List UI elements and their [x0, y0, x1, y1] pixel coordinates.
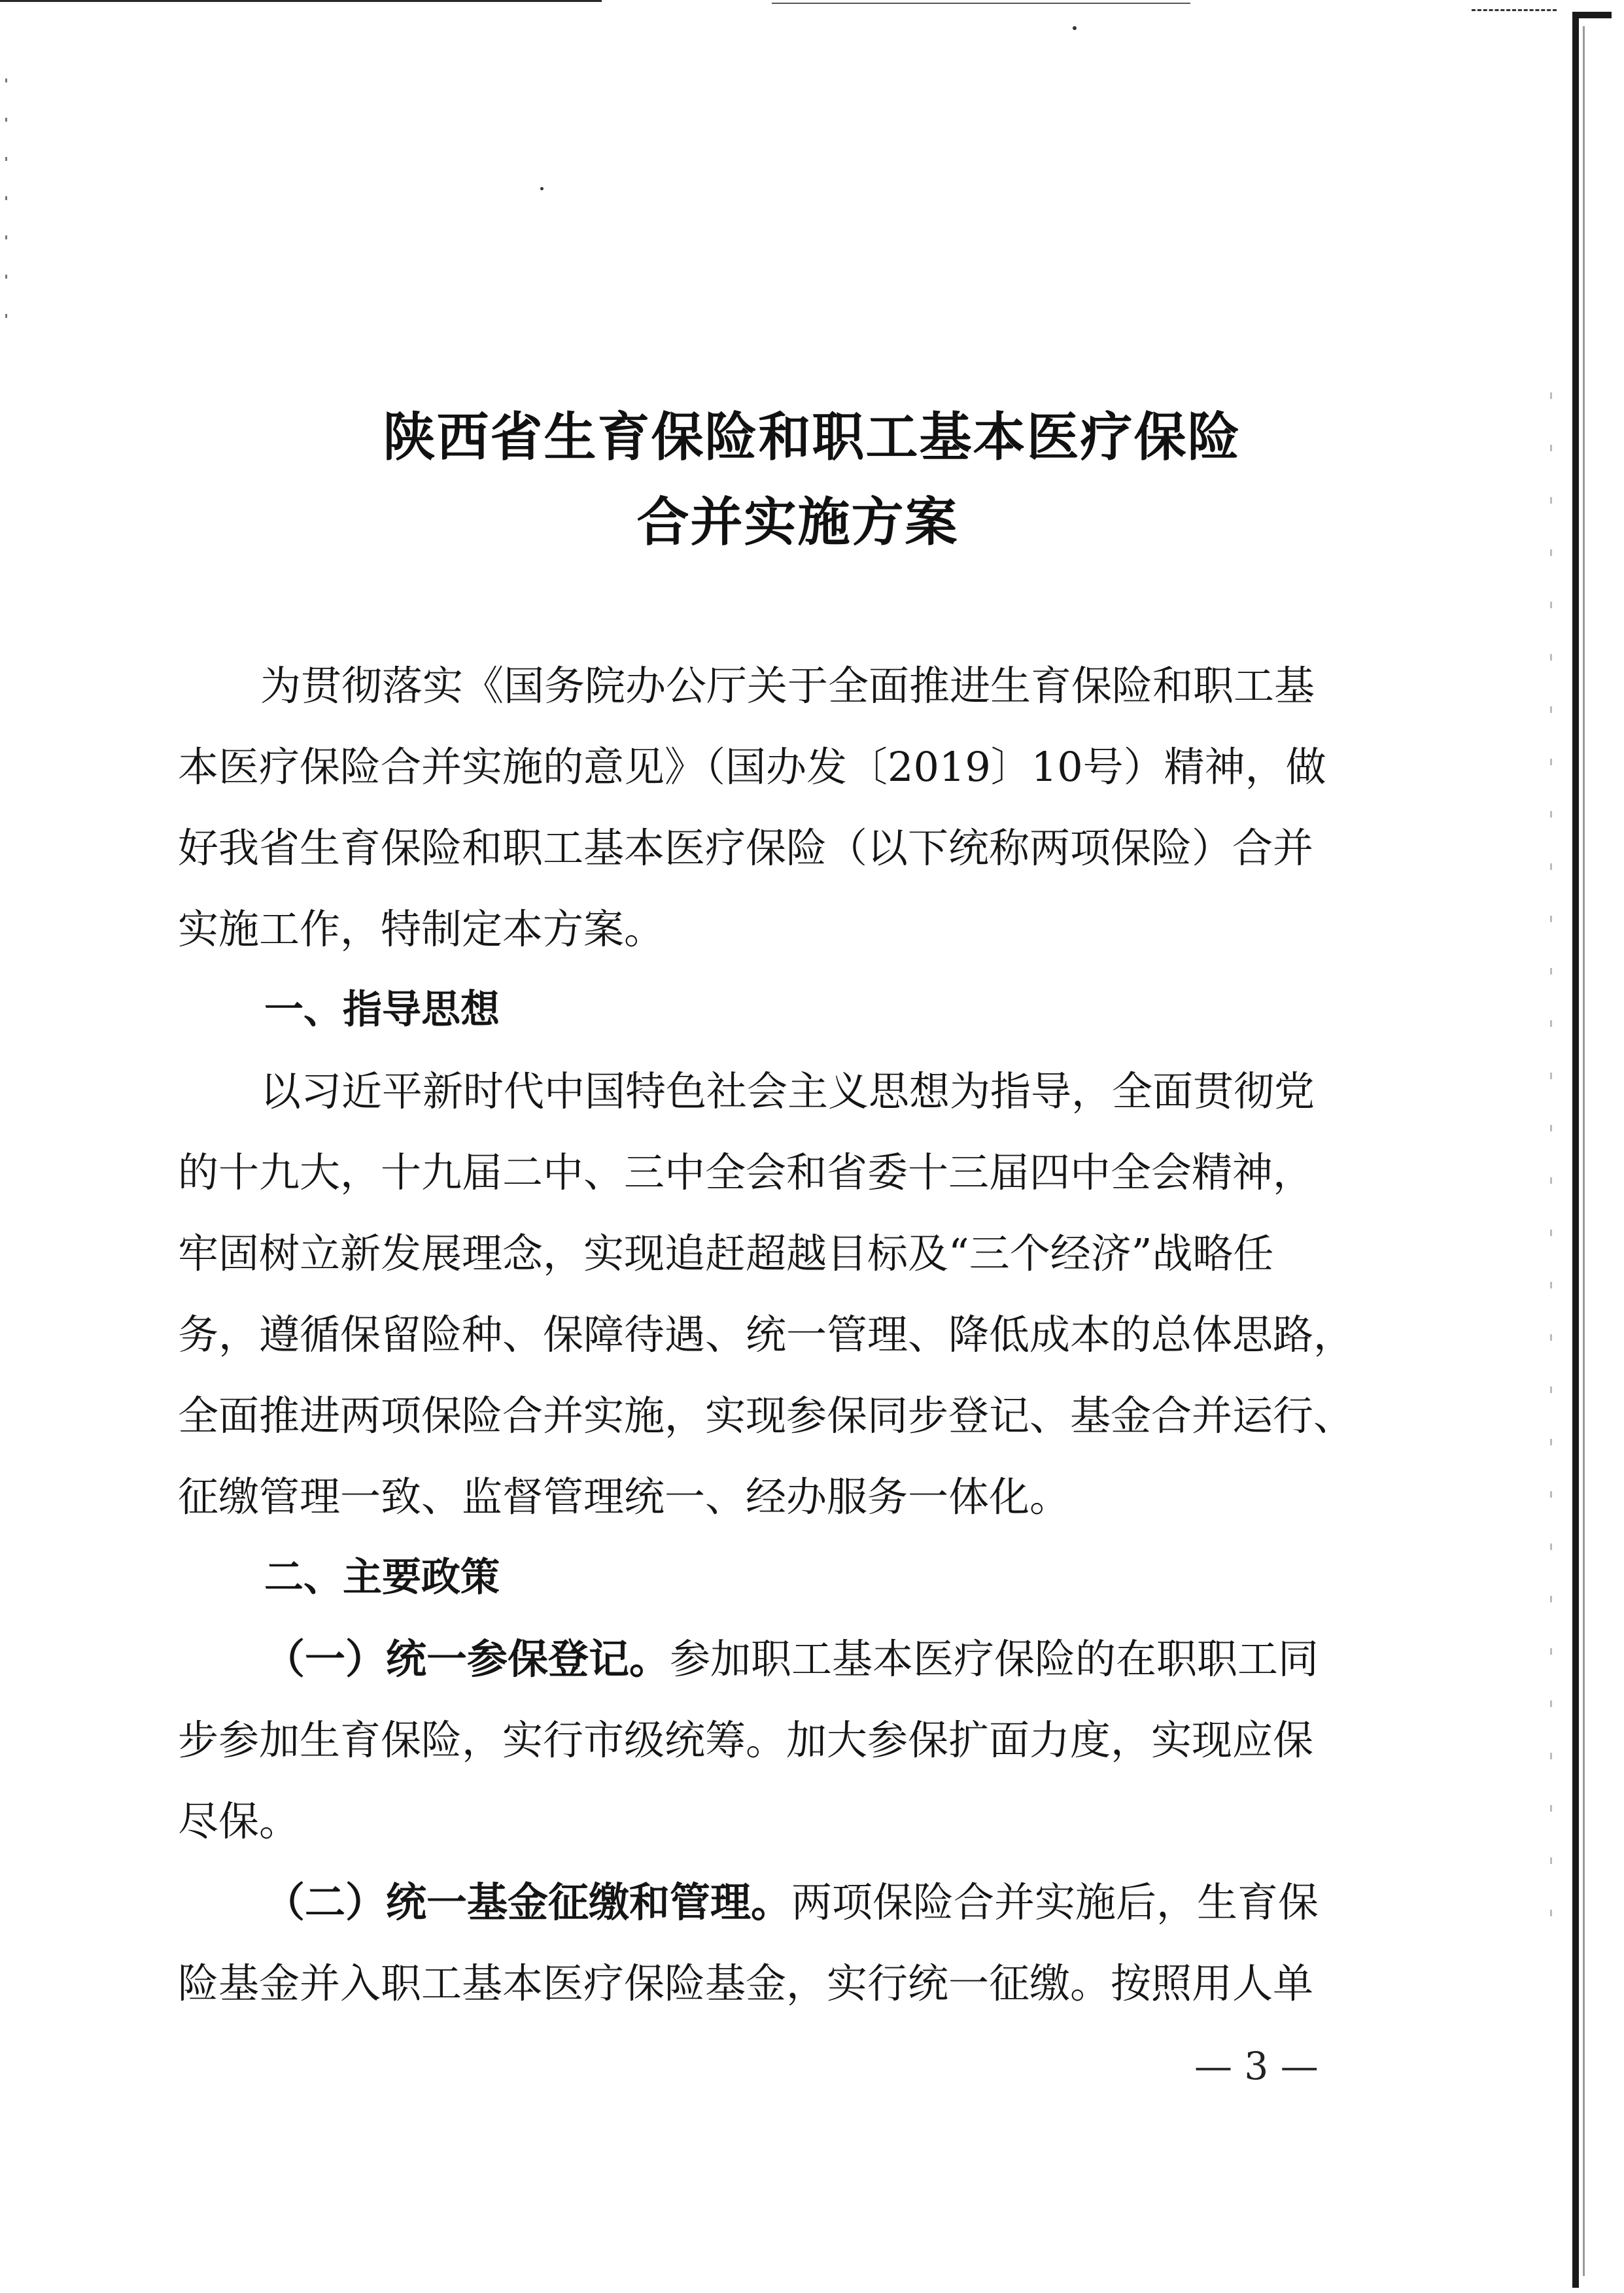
scan-speck	[540, 187, 544, 190]
scan-specks-left	[5, 78, 7, 353]
item1-text: 参加职工基本医疗保险的在职职工同	[670, 1635, 1319, 1683]
item1-heading: （一）统一参保登记。	[264, 1635, 670, 1683]
intro-line: 为贯彻落实《国务院办公厅关于全面推进生育保险和职工基	[260, 662, 1315, 710]
item1-line: 步参加生育保险，实行市级统筹。加大参保扩面力度，实现应保	[178, 1716, 1314, 1764]
intro-line: 本医疗保险合并实施的意见》（国办发〔2019〕10号）精神，做	[178, 743, 1326, 791]
item2-heading: （二）统一基金征缴和管理。	[264, 1878, 792, 1926]
section1-line: 务，遵循保留险种、保障待遇、统一管理、降低成本的总体思路，	[178, 1311, 1355, 1358]
item2-text: 两项保险合并实施后，生育保	[791, 1878, 1319, 1926]
scan-edge-right-inner	[1583, 26, 1585, 2276]
intro-line: 好我省生育保险和职工基本医疗保险（以下统称两项保险）合并	[178, 824, 1314, 872]
intro-line: 实施工作，特制定本方案。	[178, 905, 665, 953]
item2-line: 险基金并入职工基本医疗保险基金，实行统一征缴。按照用人单	[178, 1959, 1314, 2007]
item1-line: 尽保。	[178, 1797, 300, 1845]
section1-line: 征缴管理一致、监督管理统一、经办服务一体化。	[178, 1473, 1071, 1521]
section-heading-guiding-ideology: 一、指导思想	[264, 987, 500, 1033]
document-title-line-1: 陕西省生育保险和职工基本医疗保险	[383, 406, 1241, 468]
scan-edge-right	[1572, 12, 1579, 2288]
section1-line: 牢固树立新发展理念，实现追赶超越目标及“三个经济”战略任	[178, 1230, 1274, 1277]
scan-specks-right	[1550, 392, 1552, 1962]
item1-first-line	[264, 1635, 1319, 1683]
scan-edge-dash	[1472, 9, 1557, 11]
section1-line: 的十九大，十九届二中、三中全会和省委十三届四中全会精神，	[178, 1148, 1314, 1196]
section1-line: 全面推进两项保险合并实施，实现参保同步登记、基金合并运行、	[178, 1392, 1355, 1440]
section-heading-main-policies: 二、主要政策	[264, 1555, 500, 1600]
document-title-line-2: 合并实施方案	[636, 491, 959, 553]
scan-edge-top-secondary	[772, 3, 1190, 4]
scan-speck	[1073, 26, 1077, 30]
item2-first-line	[264, 1878, 1319, 1926]
section1-line: 以习近平新时代中国特色社会主义思想为指导，全面贯彻党	[260, 1067, 1315, 1115]
scan-edge-top	[0, 0, 602, 2]
page-number: — 3 —	[1194, 2044, 1319, 2088]
scan-corner	[1572, 12, 1612, 18]
